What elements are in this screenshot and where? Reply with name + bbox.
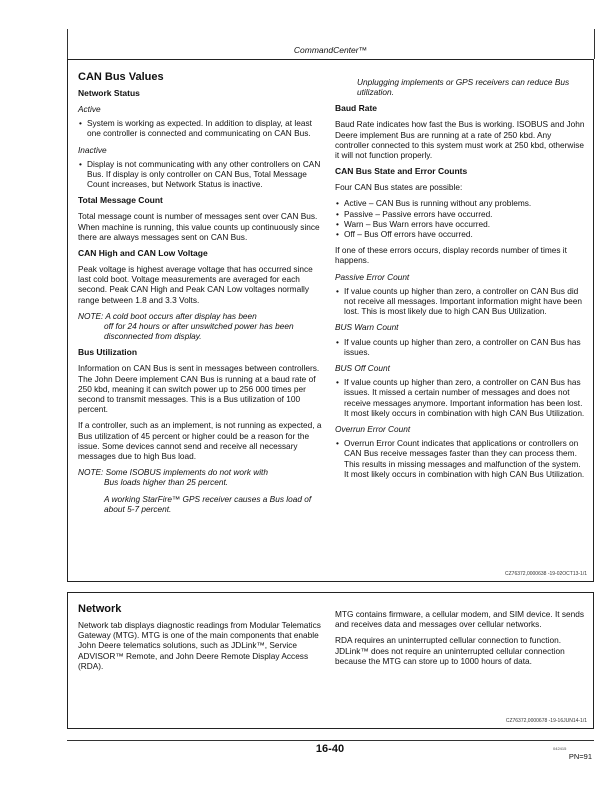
voltage-text: Peak voltage is highest average voltage that has occurred since last cold boot. Voltage measurements are averaged for each second. Peak CAN High and Peak CAN Low voltages normally range between 1.8 and 3.3 Volts. [78, 264, 313, 305]
pn-label: PN=91 [568, 752, 592, 761]
list-item: • If value counts up higher than zero, a controller on CAN Bus has issues. [335, 337, 585, 357]
off-label: BUS Off Count [335, 363, 390, 374]
inactive-label: Inactive [78, 144, 107, 155]
isobus-note [78, 467, 324, 487]
inactive-list [78, 159, 324, 190]
right-column [335, 77, 585, 485]
states-list [335, 198, 585, 239]
list-item: • If value counts up higher than zero, a controller on CAN Bus did not receive all messages. Important information might have been lost. This is most likely due to high CAN Bus Utilization. [335, 286, 585, 317]
section-reference: CZ76372,0000678 -19-16JUN14-1/1 [505, 718, 587, 724]
footer-rule [67, 740, 594, 741]
note-lead: NOTE: Some ISOBUS implements do not work with [78, 467, 268, 478]
list-item: • Off – Bus Off errors have occurred. [335, 229, 585, 239]
list-item: • Active – CAN Bus is running without any problems. [335, 198, 585, 208]
list-item: • If value counts up higher than zero, a controller on CAN Bus has issues. It missed a certain number of messages and does not receive messages anymore. Important information has been lost. It most likely occurs in combination with high CAN Bus Utilization. [335, 377, 585, 418]
right-column [335, 609, 585, 672]
states-intro: Four CAN Bus states are possible: [335, 182, 463, 193]
states-after: If one of these errors occurs, display records number of times it happens. [335, 245, 567, 266]
total-message-text: Total message count is number of messages sent over CAN Bus. When machine is running, this value counts up continuously since there are always messages sent on CAN Bus. [78, 211, 320, 242]
starfire-note: A working StarFire™ GPS receiver causes a Bus load of about 5-7 percent. [104, 493, 312, 514]
note-rest: off for 24 hours or after unswitched power has been disconnected from display. [104, 321, 294, 342]
note-lead: NOTE: A cold boot occurs after display has been [78, 310, 257, 321]
warn-label: BUS Warn Count [335, 322, 399, 333]
revision-code: 042415 [553, 746, 567, 751]
page-number: 16-40 [315, 743, 345, 755]
passive-list [335, 286, 585, 317]
network-p3: RDA requires an uninterrupted cellular connection to function. JDLink™ does not require an uninterrupted cellular connection because the MTG can store up to 1000 hours of data. [335, 635, 565, 666]
section-reference: CZ76372,0000638 -19-02OCT13-1/1 [505, 571, 587, 577]
bus-utilization-p2: If a controller, such as an implement, is not running as expected, a Bus utilization of 45 percent or higher could be a reason for the issue. Some devices cannot send and receive all necessary messages due to high Bus load. [78, 420, 322, 462]
bus-utilization-heading: Bus Utilization [78, 347, 138, 358]
active-list [78, 118, 324, 138]
total-message-heading: Total Message Count [78, 195, 163, 206]
list-item: • System is working as expected. In addition to display, at least one controller is connected and communicating on CAN Bus. [78, 118, 324, 138]
can-bus-values-section [67, 59, 594, 582]
header-right-rule [594, 29, 595, 59]
baud-rate-heading: Baud Rate [335, 103, 378, 114]
baud-rate-text: Baud Rate indicates how fast the Bus is working. ISOBUS and John Deere implement Bus are running at a rate of 250 kbd. Any controller connected to this system must work at 250 kbd, otherwise it will not function properly. [335, 119, 585, 161]
list-item: • Display is not communicating with any other controllers on CAN Bus. If display is only controller on CAN Bus, Total Message Count increases, but Network Status is inactive. [78, 159, 324, 190]
cold-boot-note [78, 311, 324, 342]
network-p1: Network tab displays diagnostic readings from Modular Telematics Gateway (MTG). MTG is one of the main components that enable John Deere telematics solutions, such as JDLink™, Service ADVISOR™ Remote, and John Deere Remote Display Access (RDA). [78, 620, 321, 671]
voltage-heading: CAN High and CAN Low Voltage [78, 248, 208, 259]
left-column [78, 71, 324, 520]
list-item: • Passive – Passive errors have occurred. [335, 209, 585, 219]
unplugging-note: Unplugging implements or GPS receivers can reduce Bus utilization. [357, 77, 570, 98]
states-heading: CAN Bus State and Error Counts [335, 166, 468, 177]
running-header: CommandCenter™ [293, 45, 368, 55]
left-column [78, 603, 324, 677]
list-item: • Warn – Bus Warn errors have occurred. [335, 219, 585, 229]
network-p2: MTG contains firmware, a cellular modem, and SIM device. It sends and receives data and messages over cellular networks. [335, 609, 584, 630]
overrun-label: Overrun Error Count [335, 424, 411, 435]
list-item: • Overrun Error Count indicates that applications or controllers on CAN Bus receive messages faster than they can process them. This results in missing messages and malfunction of the system. It most likely occurs in combination with high CAN Bus Utilization. [335, 438, 585, 479]
section-title: CAN Bus Values [78, 71, 164, 83]
note-rest: Bus loads higher than 25 percent. [104, 477, 229, 488]
section-title: Network [78, 603, 122, 615]
network-section [67, 592, 594, 729]
warn-list [335, 337, 585, 357]
passive-label: Passive Error Count [335, 271, 410, 282]
active-label: Active [78, 104, 101, 114]
bus-utilization-p1: Information on CAN Bus is sent in messages between controllers. The John Deere implement CAN Bus is running at a baud rate of 250 kbd, meaning it can switch power up to 256 000 times per second to transmit messages. This is a Bus utilization of 100 percent. [78, 363, 320, 415]
overrun-list [335, 438, 585, 479]
off-list [335, 377, 585, 418]
network-status-heading: Network Status [78, 88, 140, 98]
